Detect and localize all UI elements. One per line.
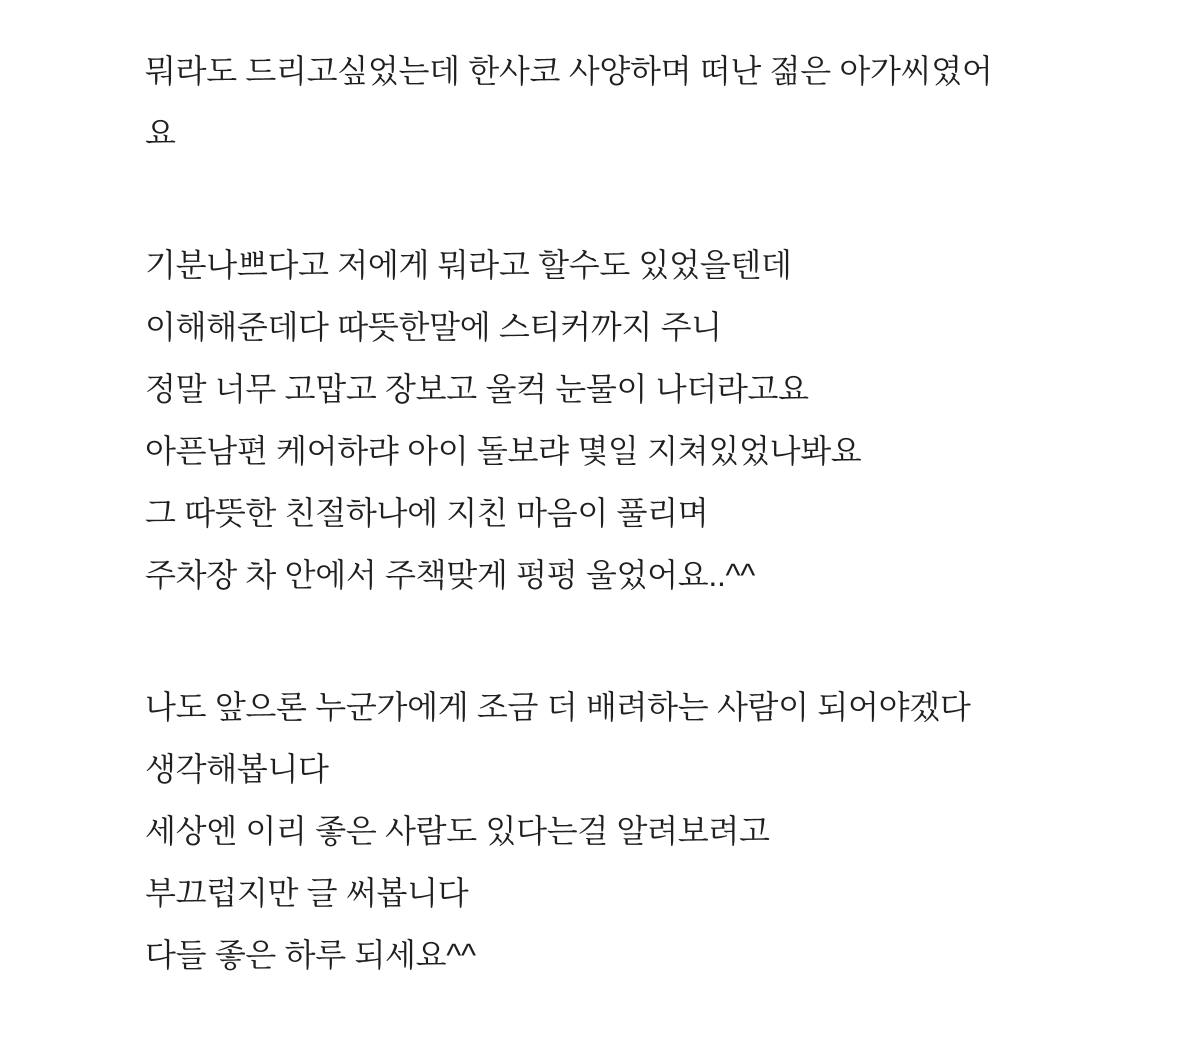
- text-line: 정말 너무 고맙고 장보고 울컥 눈물이 나더라고요: [145, 371, 809, 407]
- text-line: 나도 앞으론 누군가에게 조금 더 배려하는 사람이 되어야겠다: [145, 689, 971, 725]
- paragraph-1: [145, 40, 1069, 164]
- text-line: 다들 좋은 하루 되세요^^: [145, 937, 476, 973]
- text-line: 그 따뜻한 친절하나에 지친 마음이 풀리며: [145, 495, 709, 531]
- text-line: 아픈남편 케어하랴 아이 돌보랴 몇일 지쳐있었나봐요: [145, 433, 862, 469]
- text-line: 요: [145, 115, 176, 151]
- text-line: 기분나쁘다고 저에게 뭐라고 할수도 있었을텐데: [145, 247, 792, 283]
- paragraph-3: [145, 676, 1069, 986]
- text-line: 주차장 차 안에서 주책맞게 펑펑 울었어요..^^: [145, 557, 755, 593]
- text-line: 생각해봅니다: [145, 751, 329, 787]
- paragraph-2: [145, 234, 1069, 606]
- text-line: 부끄럽지만 글 써봅니다: [145, 875, 469, 911]
- text-line: 이해해준데다 따뜻한말에 스티커까지 주니: [145, 309, 722, 345]
- text-line: 뭐라도 드리고싶었는데 한사코 사양하며 떠난 젊은 아가씨였어: [145, 53, 993, 89]
- text-line: 세상엔 이리 좋은 사람도 있다는걸 알려보려고: [145, 813, 770, 849]
